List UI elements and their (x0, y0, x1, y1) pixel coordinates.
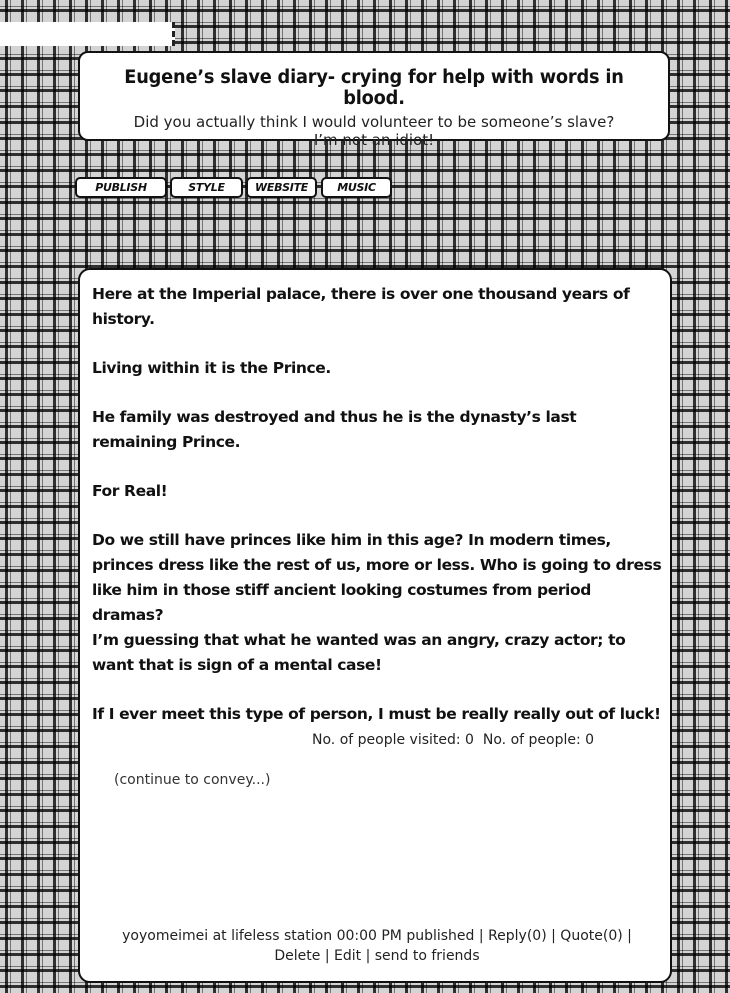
post-paragraph: Do we still have princes like him in this age? In modern times, princes dress like the rest of us, more or less. Who is going to dress like him in those stiff ancient looking costumes from period dramas? (92, 531, 662, 624)
send-to-friends-link[interactable]: send to friends (374, 948, 480, 964)
post-footer-line-2 (90, 946, 664, 966)
author-name[interactable]: yoyomeimei (122, 928, 209, 944)
post-footer (90, 926, 664, 966)
blog-header (78, 51, 670, 149)
blog-subtitle (80, 113, 668, 149)
nav-publish-button[interactable]: PUBLISH (75, 177, 167, 198)
blog-title: Eugene’s slave diary- crying for help with words in blood. (124, 67, 624, 109)
post-paragraph: Here at the Imperial palace, there is over one thousand years of history. (92, 285, 630, 328)
people-count: No. of people: 0 (482, 732, 595, 748)
post-meta: at lifeless station 00:00 PM published (212, 928, 475, 944)
corner-decoration (0, 22, 175, 46)
nav-website-button[interactable]: WEBSITE (246, 177, 317, 198)
blog-subtitle-line-2: I’m not an idiot! (313, 131, 435, 149)
separator: | (551, 928, 556, 944)
visit-counter (312, 732, 594, 748)
visited-count: No. of people visited: 0 (312, 732, 474, 748)
separator: | (365, 948, 371, 964)
post-footer-line-1 (90, 926, 664, 946)
post-paragraph: If I ever meet this type of person, I must be really really out of luck! (92, 705, 661, 723)
blog-subtitle-line-1: Did you actually think I would volunteer to be someone’s slave? (133, 113, 615, 131)
continue-reading-link[interactable]: (continue to convey...) (114, 772, 271, 788)
post-container (78, 268, 672, 983)
post-paragraph: He family was destroyed and thus he is the dynasty’s last remaining Prince. (92, 408, 577, 451)
post-paragraph: I’m guessing that what he wanted was an angry, crazy actor; to want that is sign of a mental case! (92, 631, 626, 674)
nav-music-button[interactable]: MUSIC (321, 177, 392, 198)
separator: | (478, 928, 484, 944)
nav-style-button[interactable]: STYLE (170, 177, 243, 198)
delete-link[interactable]: Delete (274, 948, 321, 964)
post-paragraph: Living within it is the Prince. (92, 359, 331, 377)
quote-link[interactable]: Quote(0) (560, 928, 623, 944)
separator: | (627, 928, 632, 944)
post-body (92, 282, 662, 727)
separator: | (324, 948, 330, 964)
edit-link[interactable]: Edit (334, 948, 362, 964)
post-paragraph: For Real! (92, 482, 168, 500)
reply-link[interactable]: Reply(0) (488, 928, 547, 944)
